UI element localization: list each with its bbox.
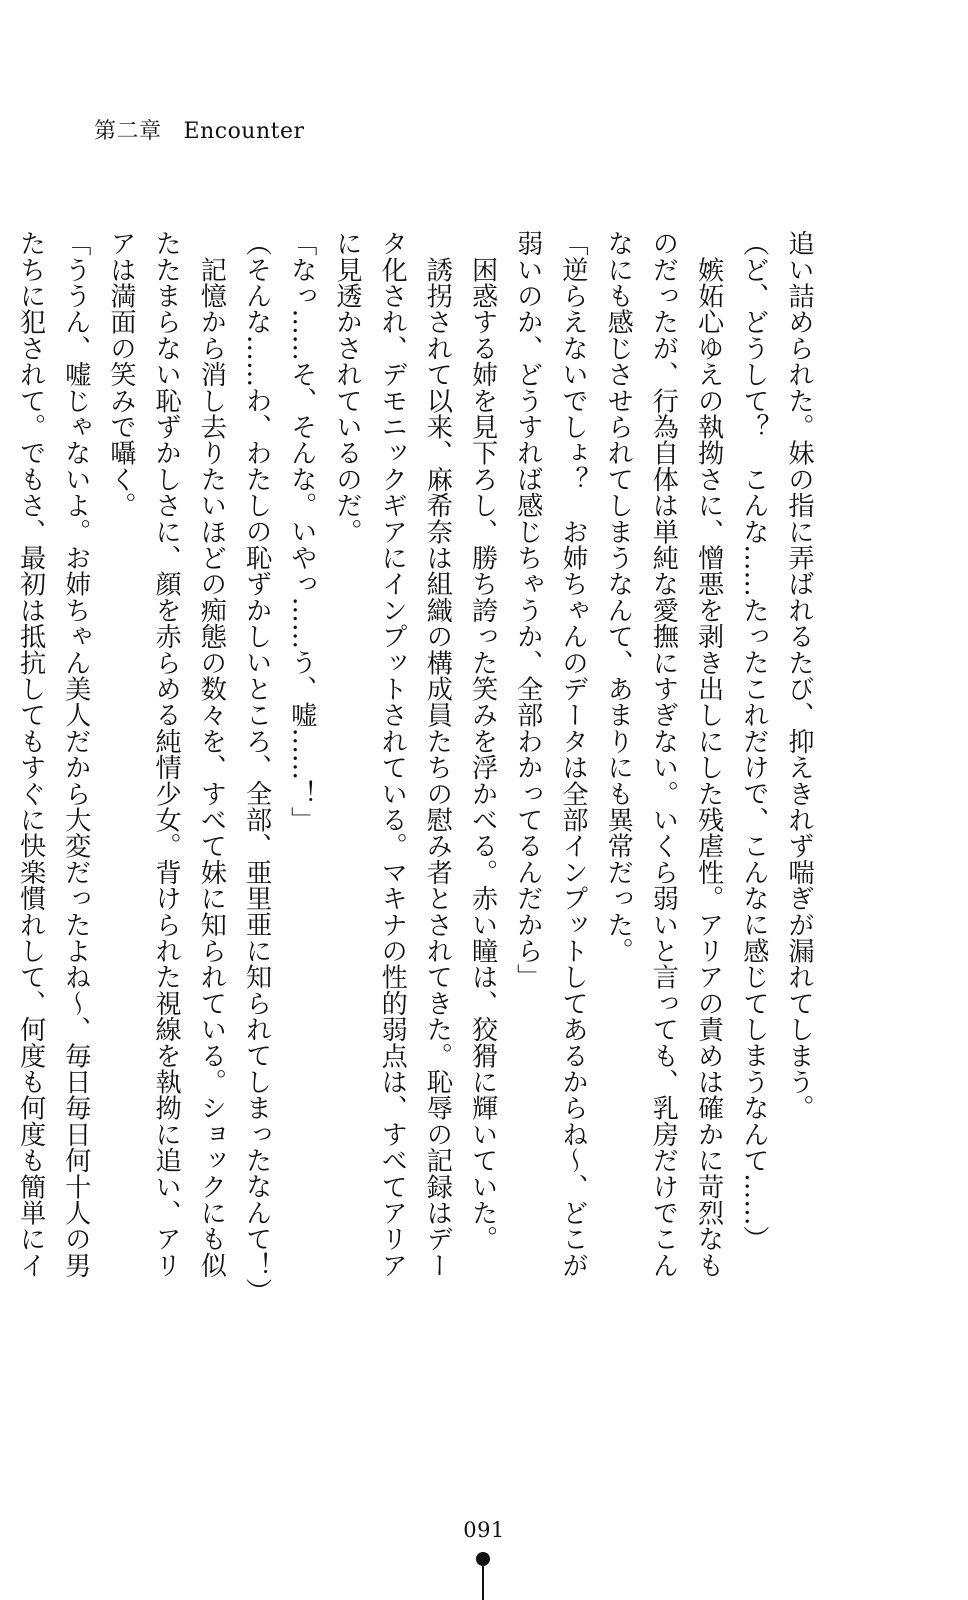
text-column-14: 記憶から消し去りたいほどの痴態の数々を、すべて妹に知られている。ショックにも似 [196,230,227,1278]
text-column-17: 「ううん、嘘じゃないよ。お姉ちゃん美人だから大変だったよね～、毎日毎日何十人の男 [60,230,91,1278]
text-column-4: のだったが、行為自体は単純な愛撫にすぎない。いくら弱いと言っても、乳房だけでこん [648,230,679,1278]
text-column-2: （ど、どうして？ こんな……たったこれだけで、こんなに感じてしまうなんて……） [738,230,769,1252]
text-column-16: アは満面の笑みで囁く。 [105,230,136,519]
text-column-15: たたまらない恥ずかしさに、顔を赤らめる純情少女。背けられた視線を執拗に追い、アリ [151,230,182,1278]
text-column-3: 嫉妬心ゆえの執拗さに、憎悪を剥き出しにした残虐性。アリアの責めは確かに苛烈なも [693,230,724,1278]
chapter-label: 第二章 [94,119,162,144]
text-column-11: に見透かされているのだ。 [331,230,362,545]
text-column-18: たちに犯されて。でもさ、最初は抵抗してもすぐに快楽慣れして、何度も何度も簡単にイ [15,230,46,1278]
text-column-1: 追い詰められた。妹の指に弄ばれるたび、抑えきれず喘ぎが漏れてしまう。 [784,230,814,1121]
text-column-8: 困惑する姉を見下ろし、勝ち誇った笑みを浮かべる。赤い瞳は、狡猾に輝いていた。 [467,230,498,1252]
folio-dot-ornament [476,1552,490,1566]
page-number: 091 [463,1518,505,1542]
text-column-12: 「なっ……そ、そんな。いやっ……う、嘘……！」 [286,230,317,833]
text-column-9: 誘拐されて以来、麻希奈は組織の構成員たちの慰み者とされてきた。恥辱の記録はデー [422,230,453,1278]
text-column-10: タ化され、デモニックギアにインプットされている。マキナの性的弱点は、すべてアリア [377,230,408,1278]
folio-line-ornament [482,1566,484,1600]
running-head [94,114,305,145]
text-column-13: （そんな……わ、わたしの恥ずかしいところ、全部、亜里亜に知られてしまったなんて！） [241,230,272,1305]
text-column-6: 「逆らえないでしょ？ お姉ちゃんのデータは全部インプットしてあるからね～、どこが [557,230,588,1278]
body-text [15,230,821,1320]
text-column-5: なにも感じさせられてしまうなんて、あまりにも異常だった。 [603,230,634,964]
chapter-title: Encounter [183,119,305,144]
text-column-7: 弱いのか、どうすれば感じちゃうか、全部わかってるんだから」 [512,230,543,990]
